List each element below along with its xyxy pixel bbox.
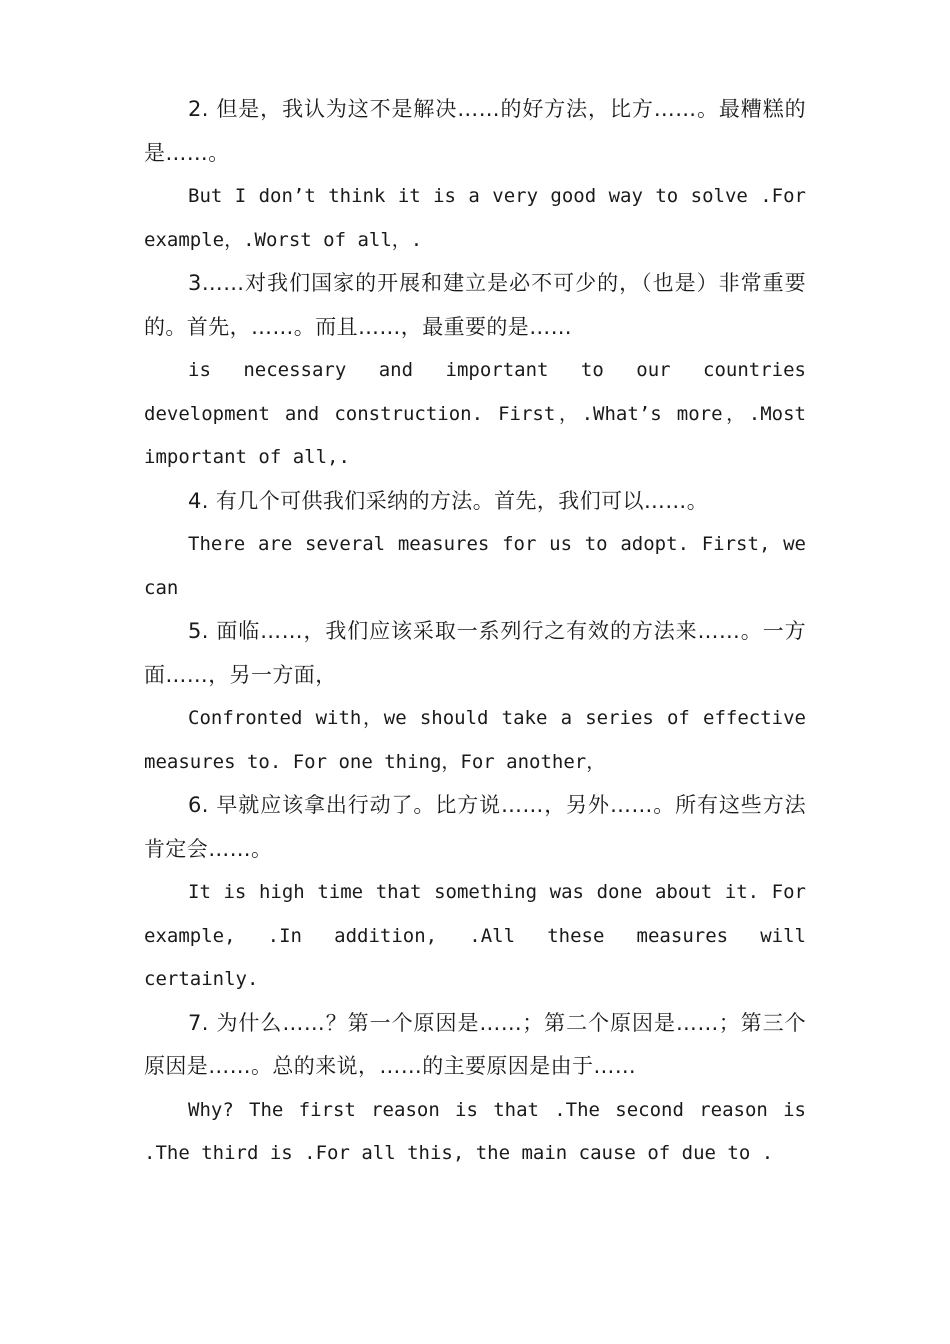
paragraph-6-english: It is high time that something was done about it. For example, .In addition, .All these measures will certainly. [144, 881, 806, 990]
paragraph-2-english: But I don’t think it is a very good way to solve .For example，.Worst of all，. [144, 185, 806, 251]
paragraph-4-chinese: 4. 有几个可供我们采纳的方法。首先，我们可以……。 [188, 488, 709, 513]
paragraph-4-english: There are several measures for us to adopt. First, we can [144, 533, 806, 599]
paragraph-7-english: Why? The first reason is that .The second reason is .The third is .For all this, the main cause of due to . [144, 1098, 806, 1164]
paragraph-2-chinese: 2. 但是，我认为这不是解决……的好方法，比方……。最糟糕的是……。 [144, 97, 806, 165]
paragraph-5-english: Confronted with，we should take a series of effective measures to. For one thing，For another， [144, 707, 806, 773]
paragraph-3-english: is necessary and important to our countries development and construction. First，.What’s more，.Most important of all,. [144, 359, 806, 468]
paragraph-7-chinese: 7. 为什么……？第一个原因是……；第二个原因是……；第三个原因是……。总的来说，……的主要原因是由于…… [144, 1010, 806, 1078]
paragraph-3-chinese: 3……对我们国家的开展和建立是必不可少的，（也是）非常重要的。首先，……。而且……，最重要的是…… [144, 271, 806, 339]
document-body [144, 88, 806, 1176]
paragraph-5-chinese: 5. 面临……，我们应该采取一系列行之有效的方法来……。一方面……，另一方面， [144, 619, 806, 687]
paragraph-6-chinese: 6. 早就应该拿出行动了。比方说……，另外……。所有这些方法肯定会……。 [144, 793, 806, 861]
